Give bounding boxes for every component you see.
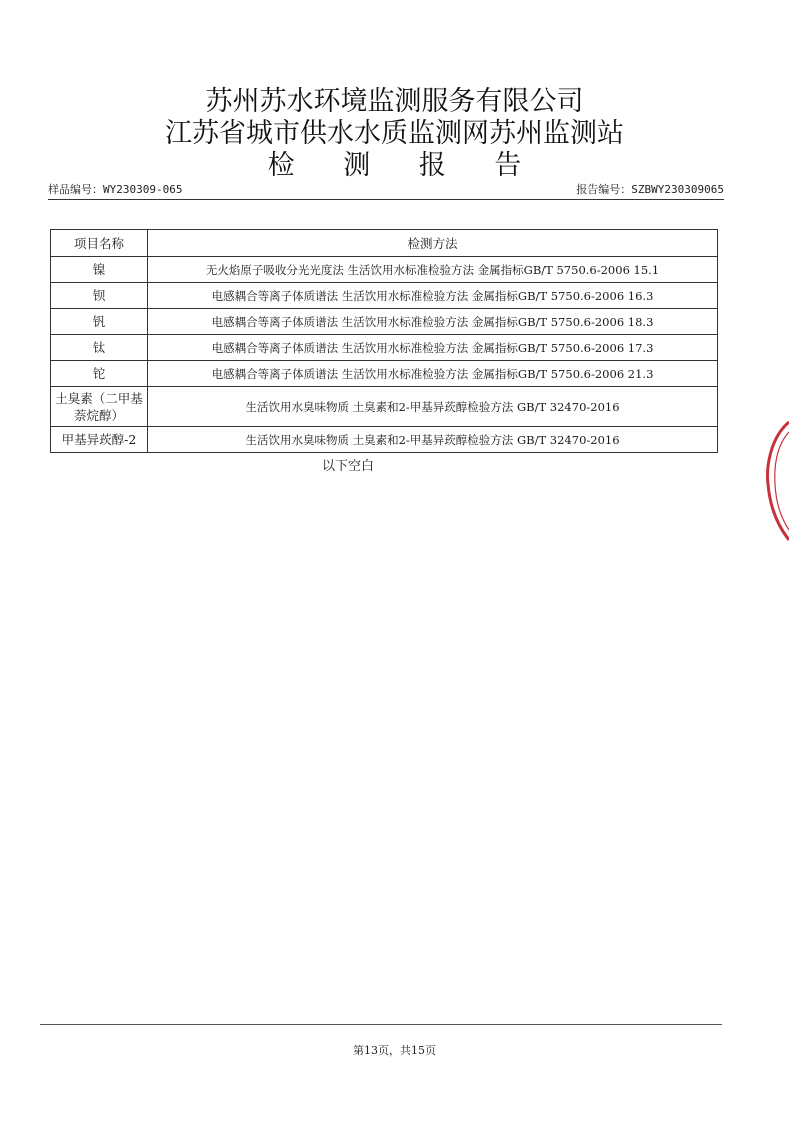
table-row <box>51 361 718 387</box>
item-name-cell: 钛 <box>51 335 148 361</box>
item-name-cell: 钒 <box>51 309 148 335</box>
table-row <box>51 309 718 335</box>
seal-stamp-edge <box>764 418 789 544</box>
item-name-cell: 镍 <box>51 257 148 283</box>
method-cell: 电感耦合等离子体质谱法 生活饮用水标准检验方法 金属指标GB/T 5750.6-2006 17.3 <box>148 335 718 361</box>
org-name-line-1: 苏州苏水环境监测服务有限公司 <box>205 86 584 117</box>
table-row <box>51 427 718 453</box>
seal-inner-ring <box>775 432 789 530</box>
item-name-cell: 铊 <box>51 361 148 387</box>
table-row <box>51 387 718 427</box>
report-number: 报告编号：SZBWY230309065 <box>576 183 724 196</box>
test-methods-table <box>50 229 718 453</box>
org-name-line-2: 江苏省城市供水水质监测网苏州监测站 <box>165 118 624 149</box>
method-cell: 电感耦合等离子体质谱法 生活饮用水标准检验方法 金属指标GB/T 5750.6-2006 16.3 <box>148 283 718 309</box>
table-row <box>51 335 718 361</box>
item-name-cell: 钡 <box>51 283 148 309</box>
table-row <box>51 257 718 283</box>
item-name-cell: 甲基异莰醇-2 <box>51 427 148 453</box>
column-header-item: 项目名称 <box>51 230 148 257</box>
table-row <box>51 283 718 309</box>
report-meta-row <box>48 181 724 197</box>
column-header-method: 检测方法 <box>148 230 718 257</box>
report-type-title: 检 测 报 告 <box>267 150 522 181</box>
method-cell: 无火焰原子吸收分光光度法 生活饮用水标准检验方法 金属指标GB/T 5750.6-2006 15.1 <box>148 257 718 283</box>
method-cell: 电感耦合等离子体质谱法 生活饮用水标准检验方法 金属指标GB/T 5750.6-2006 21.3 <box>148 361 718 387</box>
method-cell: 电感耦合等离子体质谱法 生活饮用水标准检验方法 金属指标GB/T 5750.6-2006 18.3 <box>148 309 718 335</box>
table-header-row <box>51 230 718 257</box>
report-header <box>0 86 789 182</box>
sample-number: 样品编号：WY230309-065 <box>48 183 183 196</box>
page-number: 第13页，共15页 <box>353 1044 436 1057</box>
method-cell: 生活饮用水臭味物质 土臭素和2-甲基异莰醇检验方法 GB/T 32470-2016 <box>148 387 718 427</box>
method-cell: 生活饮用水臭味物质 土臭素和2-甲基异莰醇检验方法 GB/T 32470-2016 <box>148 427 718 453</box>
seal-ring <box>768 422 789 540</box>
item-name-cell: 土臭素（二甲基萘烷醇） <box>51 387 148 427</box>
blank-below-note: 以下空白 <box>322 459 375 474</box>
footer-divider <box>40 1024 722 1025</box>
meta-divider <box>48 199 724 200</box>
